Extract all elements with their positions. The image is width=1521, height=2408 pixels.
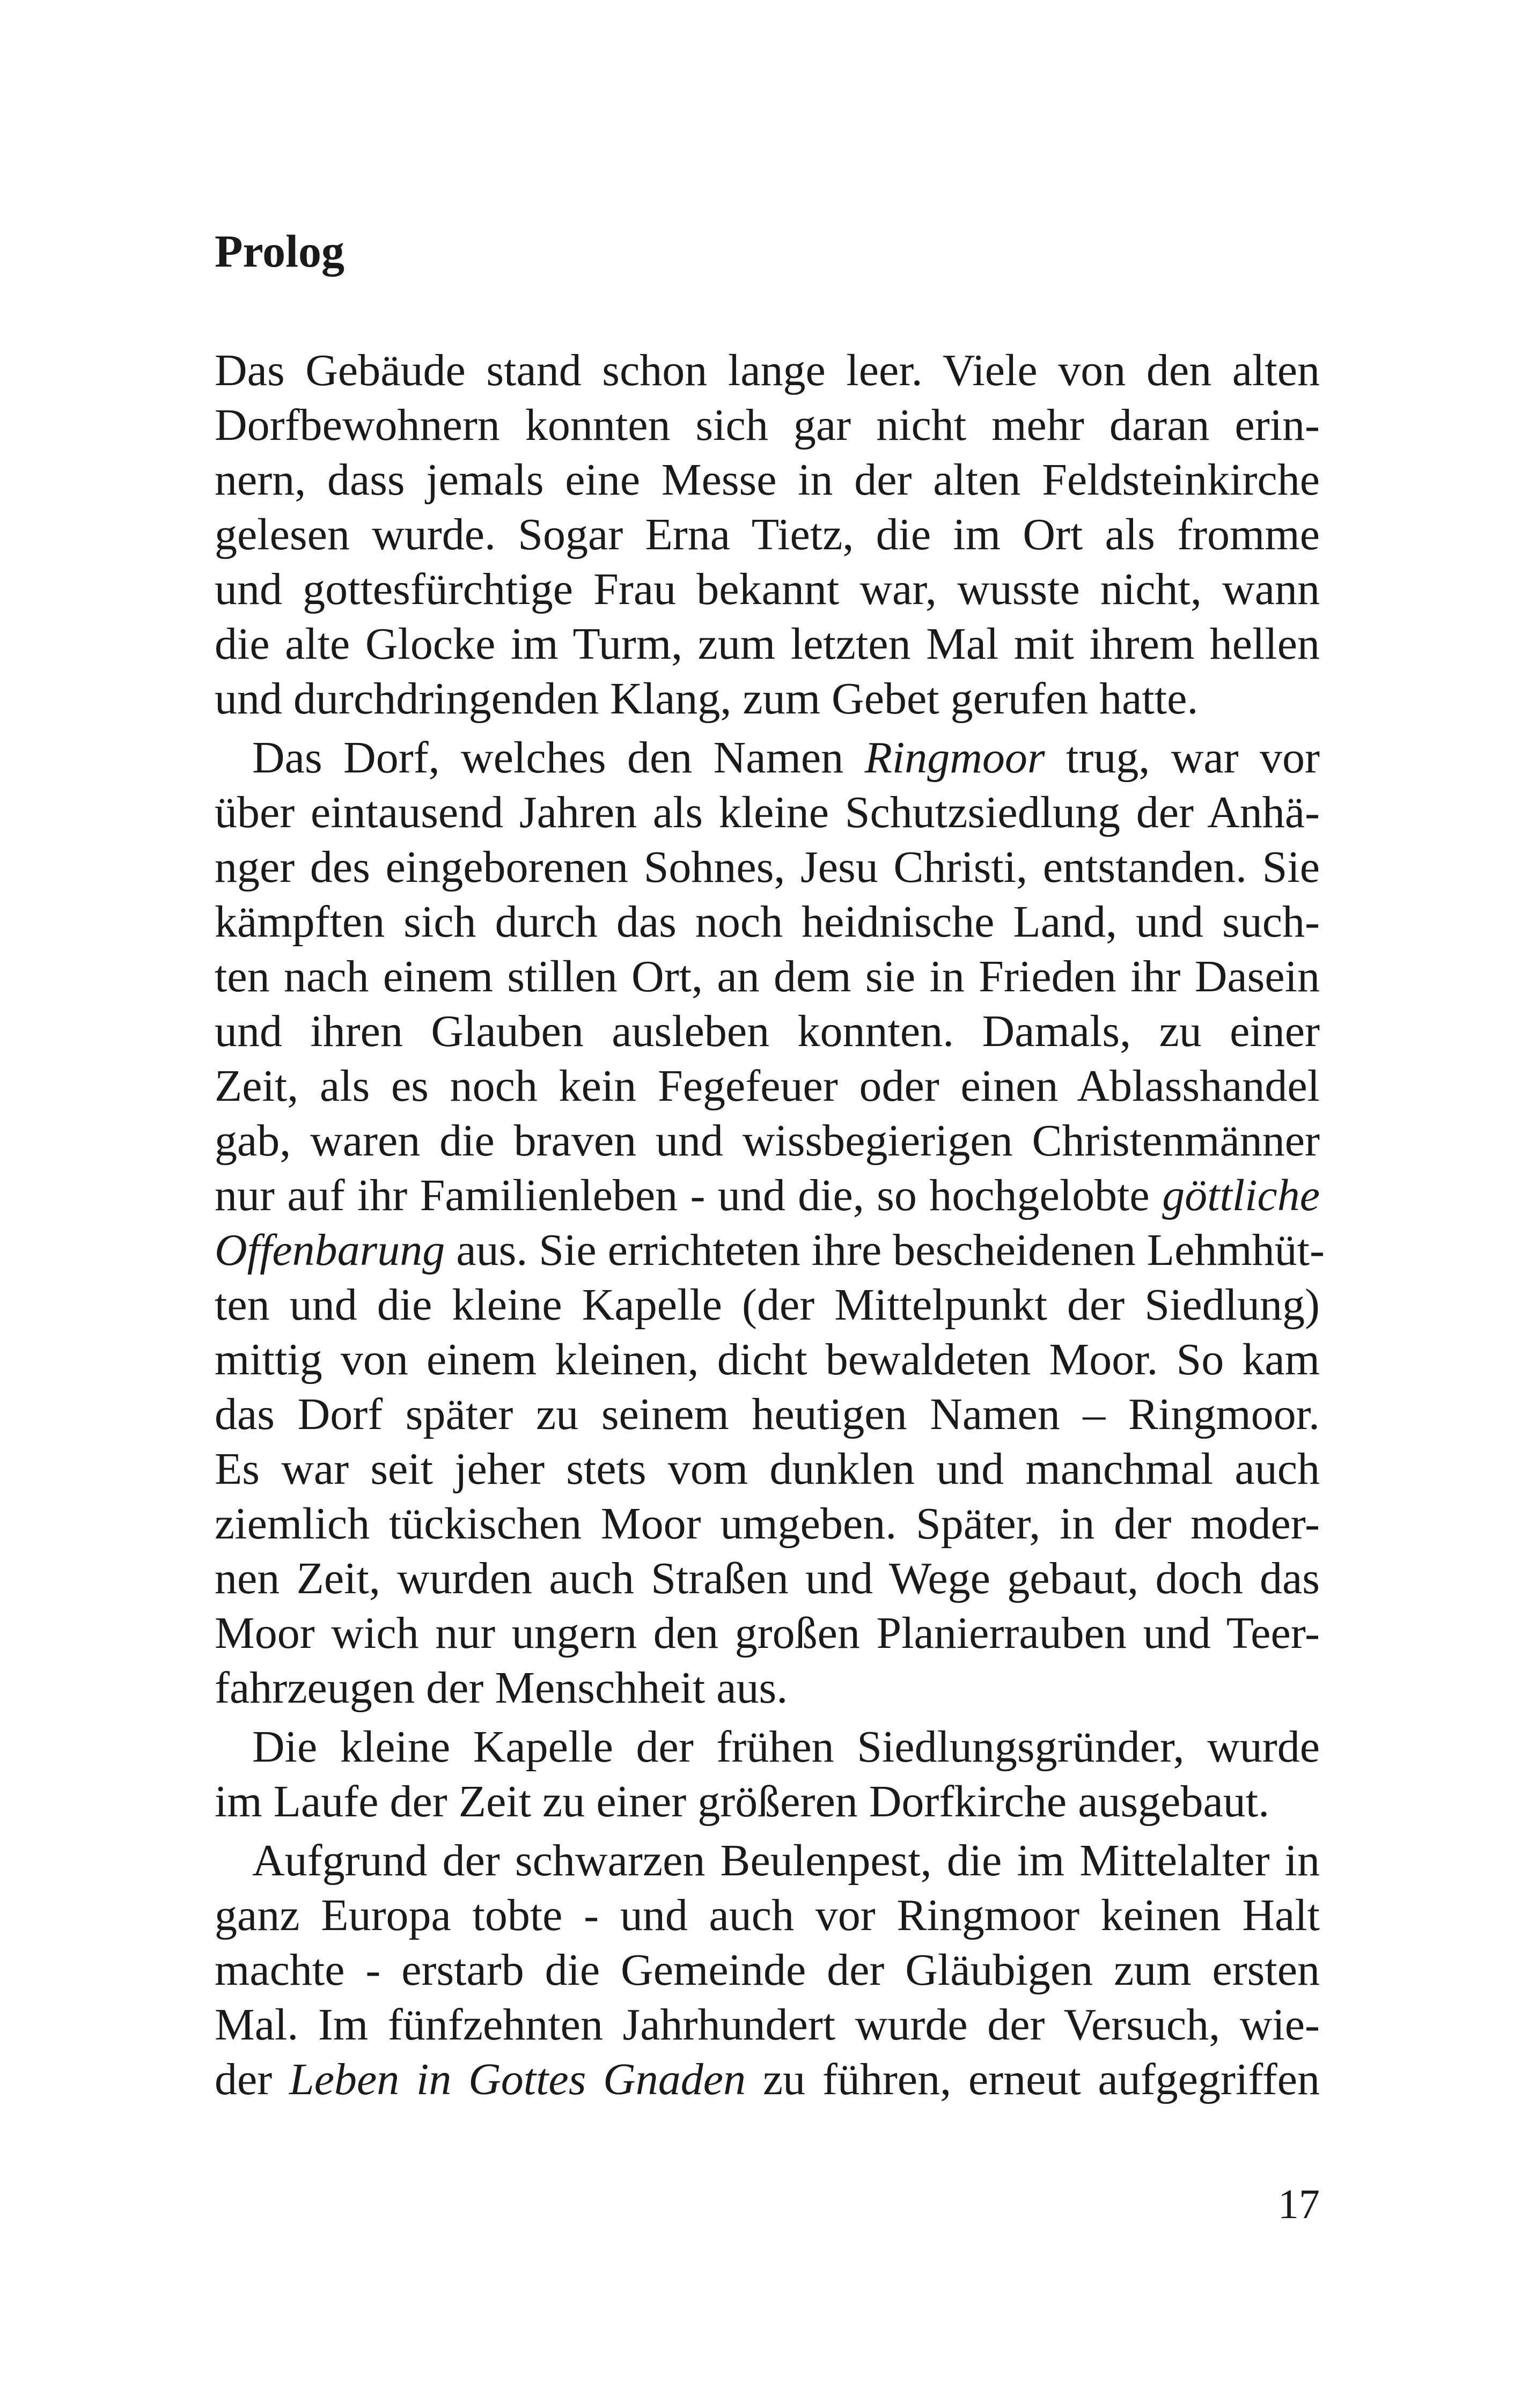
text-line	[215, 1661, 1320, 1715]
text-line	[215, 1943, 1320, 1998]
text-line	[215, 672, 1320, 726]
text-line	[215, 1168, 1320, 1223]
text-line	[215, 507, 1320, 562]
text-segment: und ihren Glauben ausleben konnten. Damals, zu einer	[215, 1006, 1320, 1056]
text-segment: Das Gebäude stand schon lange leer. Viele von den alten	[215, 345, 1320, 395]
text-line	[215, 785, 1320, 840]
text-line	[215, 1998, 1320, 2052]
italic-text: göttliche	[1162, 1170, 1320, 1220]
text-line	[215, 1720, 1320, 1774]
text-segment: gelesen wurde. Sogar Erna Tietz, die im Ort als fromme	[215, 510, 1320, 559]
text-segment: Die kleine Kapelle der frühen Siedlungsgründer, wurde	[252, 1722, 1320, 1772]
text-line	[215, 1059, 1320, 1114]
text-line	[215, 1114, 1320, 1168]
text-segment: ziemlich tückischen Moor umgeben. Später, in der moder-	[215, 1499, 1320, 1549]
page-number: 17	[1278, 2181, 1320, 2227]
text-segment: über eintausend Jahren als kleine Schutzsiedlung der Anhä-	[215, 787, 1320, 837]
text-line	[215, 562, 1320, 617]
text-line	[215, 1774, 1320, 1829]
text-segment: Es war seit jeher stets vom dunklen und manchmal auch	[215, 1444, 1320, 1494]
body-text	[215, 343, 1325, 2107]
text-line	[215, 343, 1320, 398]
text-segment: machte - erstarb die Gemeinde der Gläubigen zum ersten	[215, 1945, 1320, 1995]
text-line	[215, 895, 1320, 949]
text-segment: und durchdringenden Klang, zum Gebet gerufen hatte.	[215, 674, 1199, 724]
text-segment: mittig von einem kleinen, dicht bewaldeten Moor. So kam	[215, 1335, 1320, 1385]
text-line	[215, 731, 1320, 785]
text-line	[215, 1387, 1320, 1442]
text-line	[215, 1551, 1320, 1606]
text-line	[215, 1606, 1320, 1661]
text-segment: die alte Glocke im Turm, zum letzten Mal mit ihrem hellen	[215, 619, 1320, 669]
italic-text: Leben in Gottes Gnaden	[289, 2054, 746, 2104]
text-segment: und gottesfürchtige Frau bekannt war, wusste nicht, wann	[215, 564, 1320, 614]
text-line	[215, 840, 1320, 895]
text-segment: der	[215, 2054, 289, 2104]
text-line	[215, 1497, 1320, 1551]
text-segment: Mal. Im fünfzehnten Jahrhundert wurde der Versuch, wie-	[215, 2000, 1320, 2050]
text-segment: aus. Sie errichteten ihre bescheidenen Lehmhüt-	[445, 1225, 1325, 1275]
text-line	[215, 1004, 1320, 1059]
text-segment: ten und die kleine Kapelle (der Mittelpunkt der Siedlung)	[215, 1280, 1320, 1330]
text-segment: nger des eingeborenen Sohnes, Jesu Christi, entstanden. Sie	[215, 842, 1320, 892]
text-line	[215, 1278, 1320, 1332]
text-line	[215, 2052, 1320, 2107]
text-line	[215, 1442, 1320, 1497]
text-segment: zu führen, erneut aufgegriffen	[746, 2054, 1320, 2104]
text-segment: nur auf ihr Familienleben - und die, so hochgelobte	[215, 1170, 1163, 1220]
text-segment: trug, war vor	[1045, 733, 1320, 783]
text-line	[215, 453, 1320, 507]
text-segment: ganz Europa tobte - und auch vor Ringmoor keinen Halt	[215, 1890, 1320, 1940]
italic-text: Offenbarung	[215, 1225, 445, 1275]
text-segment: fahrzeugen der Menschheit aus.	[215, 1663, 788, 1713]
text-segment: das Dorf später zu seinem heutigen Namen – Ringmoor.	[215, 1389, 1320, 1439]
text-segment: Zeit, als es noch kein Fegefeuer oder einen Ablasshandel	[215, 1061, 1320, 1111]
text-segment: Das Dorf, welches den Namen	[252, 733, 865, 783]
text-segment: ten nach einem stillen Ort, an dem sie in Frieden ihr Dasein	[215, 952, 1320, 1002]
text-line	[215, 949, 1320, 1004]
text-segment: kämpften sich durch das noch heidnische Land, und such-	[215, 897, 1320, 947]
text-line	[215, 398, 1320, 453]
text-segment: Dorfbewohnern konnten sich gar nicht mehr daran erin-	[215, 400, 1320, 450]
text-line	[215, 1332, 1320, 1387]
chapter-heading: Prolog	[215, 225, 345, 277]
text-segment: nern, dass jemals eine Messe in der alten Feldsteinkirche	[215, 455, 1320, 505]
text-segment: Moor wich nur ungern den großen Planierrauben und Teer-	[215, 1608, 1320, 1658]
text-segment: im Laufe der Zeit zu einer größeren Dorfkirche ausgebaut.	[215, 1777, 1270, 1827]
text-segment: gab, waren die braven und wissbegierigen Christenmänner	[215, 1116, 1320, 1166]
text-line	[215, 1223, 1325, 1278]
text-segment: nen Zeit, wurden auch Straßen und Wege gebaut, doch das	[215, 1553, 1320, 1603]
italic-text: Ringmoor	[864, 733, 1045, 783]
text-segment: Aufgrund der schwarzen Beulenpest, die im Mittelalter in	[252, 1836, 1320, 1886]
text-line	[215, 1888, 1320, 1943]
text-line	[215, 617, 1320, 672]
text-line	[215, 1833, 1320, 1888]
